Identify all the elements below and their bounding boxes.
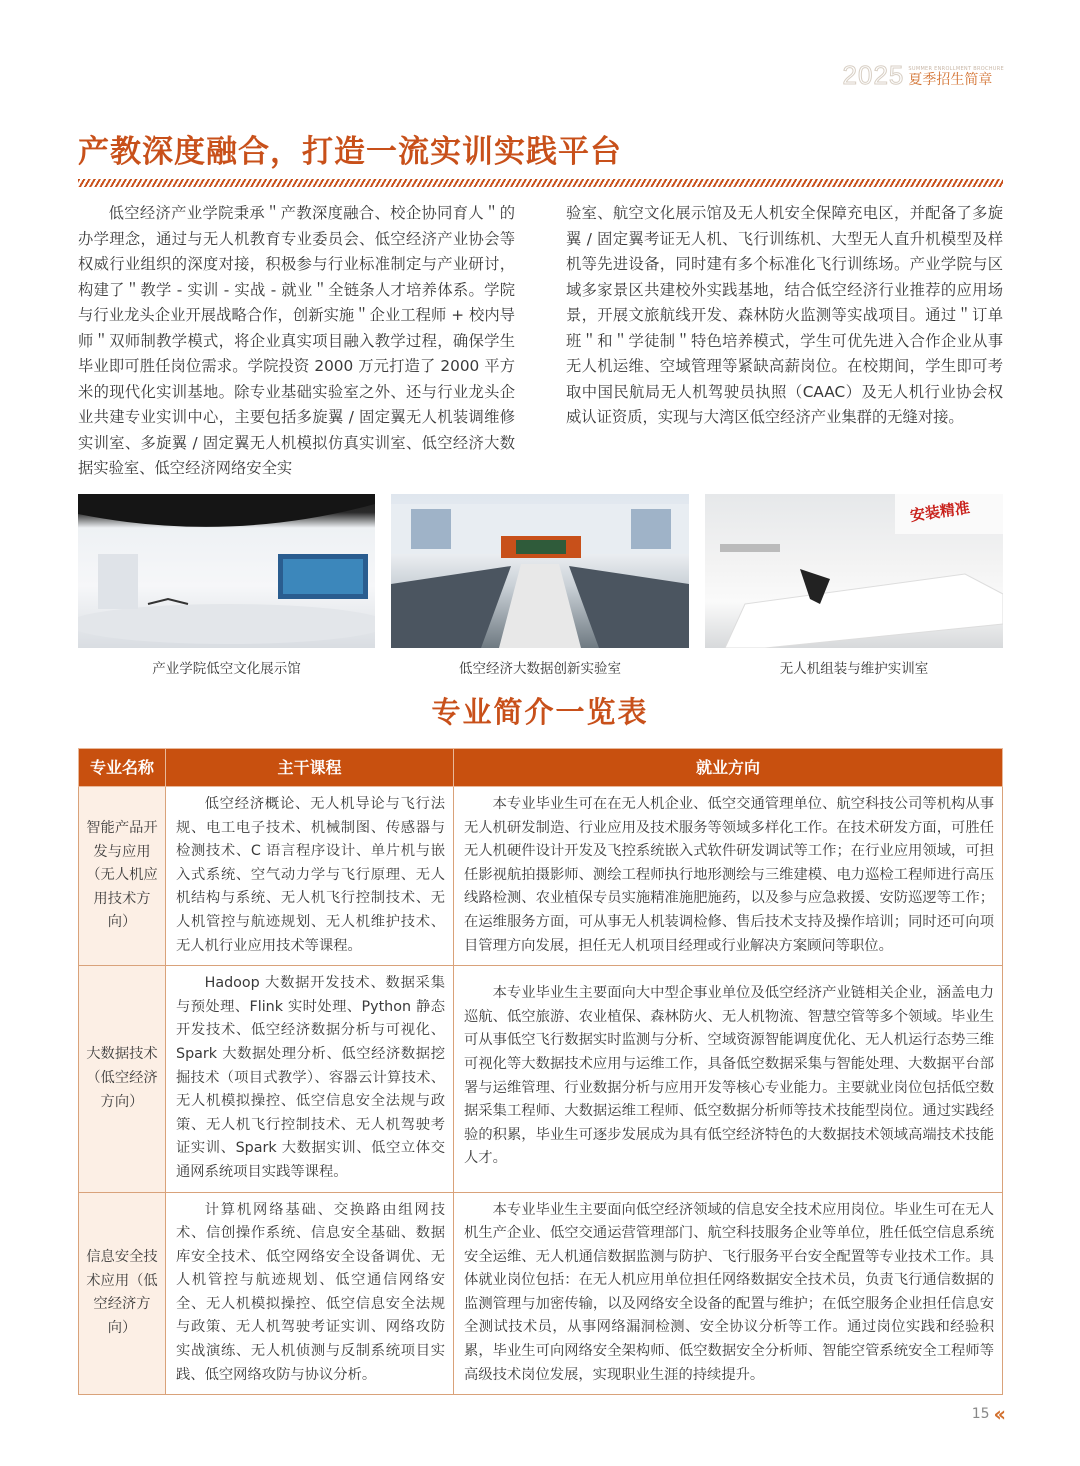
photo-big-data-lab: [391, 494, 689, 648]
table-row: [79, 787, 1003, 966]
page-title: 产教深度融合，打造一流实训实践平台: [78, 134, 622, 170]
photo-caption: 产业学院低空文化展示馆: [152, 661, 301, 677]
major-name: 信息安全技术应用（低空经济方向）: [79, 1192, 166, 1395]
header-career: 就业方向: [454, 749, 1003, 787]
double-chevron-left-icon: ‹‹: [993, 1402, 1002, 1426]
hatched-divider: [78, 179, 1003, 187]
photo-sign-text: 安装精准: [908, 498, 971, 525]
photo-assembly-lab: [705, 494, 1003, 648]
table-row: [79, 1192, 1003, 1395]
major-name: 智能产品开发与应用（无人机应用技术方向）: [79, 787, 166, 966]
major-courses: 低空经济概论、无人机导论与飞行法规、电工电子技术、机械制图、传感器与检测技术、C 语言程序设计、单片机与嵌入式系统、空气动力学与飞行原理、无人机结构与系统、无人机飞行控制技术、无人机管控与航迹规划、无人机维护技术、无人机行业应用技术等课程。: [166, 787, 454, 966]
major-career: 本专业毕业生主要面向大中型企事业单位及低空经济产业链相关企业，涵盖电力巡航、低空旅游、农业植保、森林防火、无人机物流、智慧空管等多个领域。毕业生可从事低空飞行数据实时监测与分析、空域资源智能调度优化、无人机运行态势三维可视化等大数据技术应用与运维工作，具备低空数据采集与智能处理、大数据平台部署与运维管理、行业数据分析与应用开发等核心专业能力。主要就业岗位包括低空数据采集工程师、大数据运维工程师、低空数据分析师等技术技能型岗位。通过实践经验的积累，毕业生可逐步发展成为具有低空经济特色的大数据技术领域高端技术技能人才。: [454, 966, 1003, 1192]
major-courses: Hadoop 大数据开发技术、数据采集与预处理、Flink 实时处理、Python 静态开发技术、低空经济数据分析与可视化、Spark 大数据处理分析、低空经济数据挖掘技术（项目式教学）、容器云计算技术、无人机模拟操控、低空信息安全法规与政策、无人机飞行控制技术、无人机驾驶考证实训、Spark 大数据实训、低空立体交通网系统项目实践等课程。: [166, 966, 454, 1192]
major-career: 本专业毕业生主要面向低空经济领域的信息安全技术应用岗位。毕业生可在无人机生产企业、低空交通运营管理部门、航空科技服务企业等单位，胜任低空信息系统安全运维、无人机通信数据监测与防护、飞行服务平台安全配置等专业技术工作。具体就业岗位包括：在无人机应用单位担任网络数据安全技术员，负责飞行通信数据的监测管理与加密传输，以及网络安全设备的配置与维护；在低空服务企业担任信息安全测试技术员，从事网络漏洞检测、安全协议分析等工作。通过岗位实践和经验积累，毕业生可向网络安全架构师、低空数据安全分析师、智能空管系统安全工程师等高级技术岗位发展，实现职业生涯的持续提升。: [454, 1192, 1003, 1395]
majors-table: [78, 748, 1003, 1395]
body-text-left: 低空经济产业学院秉承＂产教深度融合、校企协同育人＂的办学理念，通过与无人机教育专业委员会、低空经济产业协会等权威行业组织的深度对接，积极参与行业标准制定与产业研讨，构建了＂教学 - 实训 - 实战 - 就业＂全链条人才培养体系。学院与行业龙头企业开展战略合作，创新实施＂企业工程师 + 校内导师＂双师制教学模式，将企业真实项目融入教学过程，确保学生毕业即可胜任岗位需求。学院投资 2000 万元打造了 2000 平方米的现代化实训基地。除专业基础实验室之外、还与行业龙头企业共建专业实训中心，主要包括多旋翼 / 固定翼无人机装调维修实训室、多旋翼 / 固定翼无人机模拟仿真实训室、低空经济大数据实验室、低空经济网络安全实: [78, 204, 515, 477]
header-courses: 主干课程: [166, 749, 454, 787]
table-header-row: [79, 749, 1003, 787]
major-name: 大数据技术（低空经济方向）: [79, 966, 166, 1192]
major-courses: 计算机网络基础、交换路由组网技术、信创操作系统、信息安全基础、数据库安全技术、低空网络安全设备调优、无人机管控与航迹规划、低空通信网络安全、无人机模拟操控、低空信息安全法规与政策、无人机驾驶考证实训、网络攻防实战演练、无人机侦测与反制系统项目实践、低空网络攻防与协议分析。: [166, 1192, 454, 1395]
page-number: [972, 1402, 1002, 1426]
brochure-brand: [843, 62, 1004, 88]
brand-subtitle-cn: 夏季招生简章: [908, 72, 993, 88]
brand-subtitle-en: SUMMER ENROLLMENT BROCHURE: [908, 66, 1004, 72]
photo-caption: 低空经济大数据创新实验室: [459, 661, 621, 677]
body-text-right: 验室、航空文化展示馆及无人机安全保障充电区，并配备了多旋翼 / 固定翼考证无人机、飞行训练机、大型无人直升机模型及样机等先进设备，同时建有多个标准化飞行训练场。产业学院与区域多家景区共建校外实践基地，结合低空经济行业推荐的应用场景，开展文旅航线开发、森林防火监测等实战项目。通过＂订单班＂和＂学徒制＂特色培养模式，学生可优先进入合作企业从事无人机运维、空域管理等紧缺高薪岗位。在校期间，学生即可考取中国民航局无人机驾驶员执照（CAAC）及无人机行业协会权威认证资质，实现与大湾区低空经济产业集群的无缝对接。: [566, 204, 1003, 426]
header-major: 专业名称: [79, 749, 166, 787]
section-title: 专业简介一览表: [431, 695, 649, 729]
major-career: 本专业毕业生可在在无人机企业、低空交通管理单位、航空科技公司等机构从事无人机研发制造、行业应用及技术服务等领域多样化工作。在技术研发方面，可胜任无人机硬件设计开发及飞控系统嵌入式软件研发调试等工作；在行业应用领域，可担任影视航拍摄影师、测绘工程师执行地形测绘与三维建模、电力巡检工程师进行高压线路检测、农业植保专员实施精准施肥施药，以及参与应急救援、安防巡逻等工作；在运维服务方面，可从事无人机装调检修、售后技术支持及操作培训；同时还可向项目管理方向发展，担任无人机项目经理或行业解决方案顾问等职位。: [454, 787, 1003, 966]
table-row: [79, 966, 1003, 1192]
page-number-text: 15: [971, 1406, 990, 1422]
photo-caption: 无人机组装与维护实训室: [779, 661, 929, 677]
brand-year: 2025: [842, 60, 905, 90]
photo-culture-hall: [78, 494, 375, 648]
